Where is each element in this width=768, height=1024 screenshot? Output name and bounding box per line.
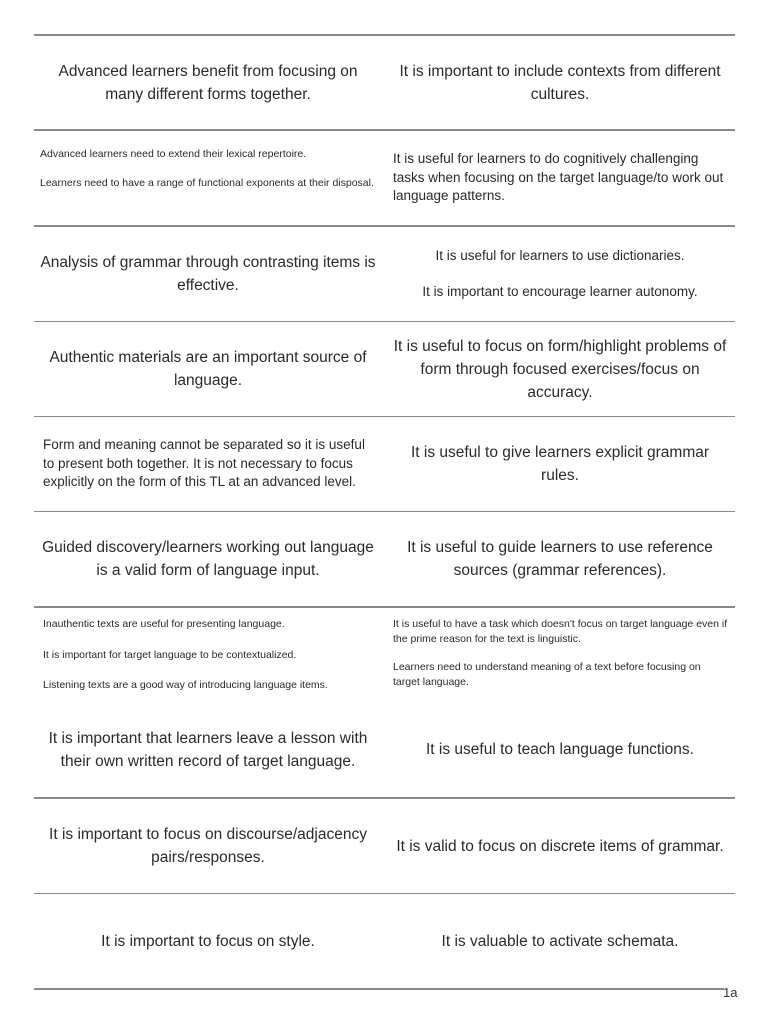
statement-text: Advanced learners benefit from focusing on many different forms together.	[58, 62, 358, 103]
statement-card	[393, 131, 728, 225]
row-divider	[34, 606, 735, 608]
statement-card	[390, 322, 730, 416]
statement-text: Guided discovery/learners working out language is a valid form of language input.	[42, 539, 374, 579]
statement-card	[40, 147, 376, 225]
statement-text: Learners need to have a range of functional exponents at their disposal.	[40, 176, 374, 189]
statement-text: It is useful to give learners explicit grammar rules.	[410, 444, 710, 484]
statement-text: It is useful to teach language functions.	[426, 741, 694, 758]
statement-text: It is useful to guide learners to use reference sources (grammar references).	[407, 539, 713, 579]
statement-text: It is important to include contexts from different cultures.	[399, 62, 721, 103]
statement-text: It is useful for learners to use dictionaries.	[435, 247, 685, 263]
statement-text: Learners need to understand meaning of a text before focusing on target language.	[393, 661, 701, 688]
statement-card	[43, 617, 375, 697]
statement-card	[40, 322, 376, 416]
page-number: 1a	[723, 985, 738, 1000]
statement-text: It is useful to focus on form/highlight problems of form through focused exercises/focus on accuracy.	[393, 337, 727, 401]
statement-text: It is useful to have a task which doesn't focus on target language even if the prime reason for the text is linguistic.	[393, 618, 728, 645]
statement-card	[390, 36, 730, 129]
statement-text: Authentic materials are an important source of language.	[49, 349, 367, 389]
statement-text: Analysis of grammar through contrasting items is effective.	[40, 254, 376, 294]
statement-text: Form and meaning cannot be separated so it is useful to present both together. It is not necessary to focus explicitly on the form of this TL at an advanced level.	[43, 437, 365, 490]
statement-card	[40, 36, 376, 129]
statement-text: Inauthentic texts are useful for presenting language.	[43, 618, 285, 630]
statement-card	[390, 512, 730, 606]
statement-text: It is important that learners leave a lesson with their own written record of target language.	[48, 729, 368, 770]
statement-card	[390, 799, 730, 893]
statement-text: It is important to focus on style.	[101, 932, 315, 950]
statement-text: It is valuable to activate schemata.	[441, 932, 679, 950]
statement-card	[393, 617, 728, 697]
statement-card	[390, 894, 730, 988]
row-divider	[34, 988, 724, 990]
statement-card	[390, 702, 730, 797]
statement-text: Listening texts are a good way of introducing language items.	[43, 679, 328, 691]
statement-text: Advanced learners need to extend their lexical repertoire.	[40, 148, 307, 160]
statement-card	[390, 417, 730, 511]
statement-text: It is important to focus on discourse/adjacency pairs/responses.	[49, 826, 367, 866]
statement-text: It is important to encourage learner autonomy.	[422, 284, 698, 299]
statement-text: It is useful for learners to do cognitively challenging tasks when focusing on the target language/to work out language patterns.	[393, 151, 724, 204]
statement-card	[40, 894, 376, 988]
statement-card	[43, 417, 375, 511]
statement-card	[40, 702, 376, 797]
statement-card	[40, 227, 376, 321]
statement-card	[40, 799, 376, 893]
statement-text: It is important for target language to be contextualized.	[43, 648, 297, 661]
statement-card	[40, 512, 376, 606]
statement-card	[390, 227, 730, 321]
statement-text: It is valid to focus on discrete items of grammar.	[396, 837, 724, 855]
